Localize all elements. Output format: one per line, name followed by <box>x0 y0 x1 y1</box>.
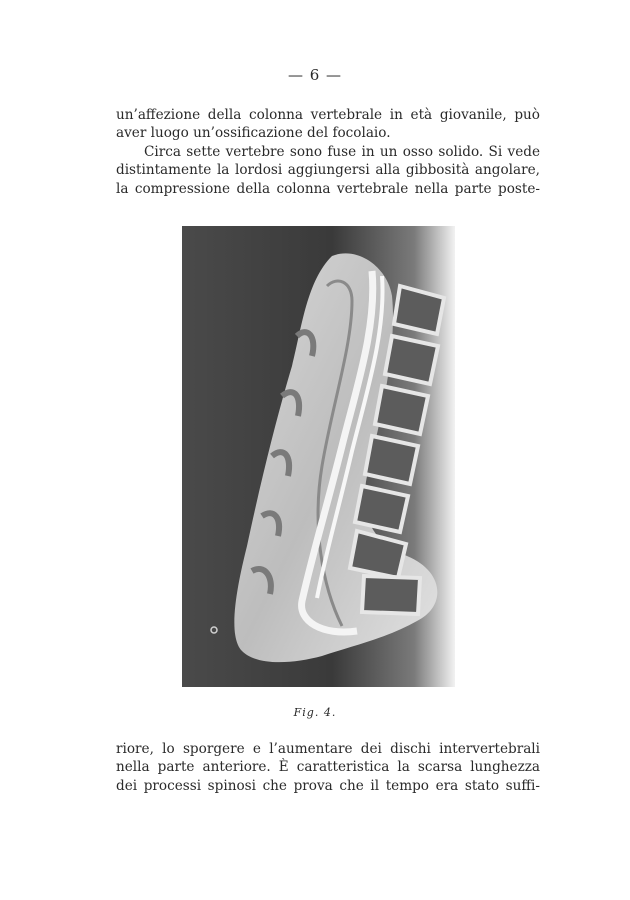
paragraph-top <box>116 106 540 198</box>
text-line: distintamente la lordosi aggiungersi alla gibbosità angolare, <box>116 162 540 179</box>
page-number: — 6 — <box>287 66 343 84</box>
text-line: aver luogo un’ossificazione del focolaio. <box>116 125 391 142</box>
paragraph-bottom <box>116 740 540 795</box>
figure-caption: Fig. 4. <box>293 706 337 719</box>
text-line: nella parte anteriore. È caratteristica la scarsa lunghezza <box>116 759 540 776</box>
spine-specimen-photograph <box>182 226 455 687</box>
text-line: la compressione della colonna vertebrale nella parte poste- <box>116 180 540 197</box>
text-line: un’affezione della colonna vertebrale in età giovanile, può <box>116 107 540 123</box>
text-line: dei processi spinosi che prova che il tempo era stato suffi- <box>116 777 540 794</box>
text-line: riore, lo sporgere e l’aumentare dei dischi intervertebrali <box>116 741 540 757</box>
text-line: Circa sette vertebre sono fuse in un osso solido. Si vede <box>144 143 540 160</box>
